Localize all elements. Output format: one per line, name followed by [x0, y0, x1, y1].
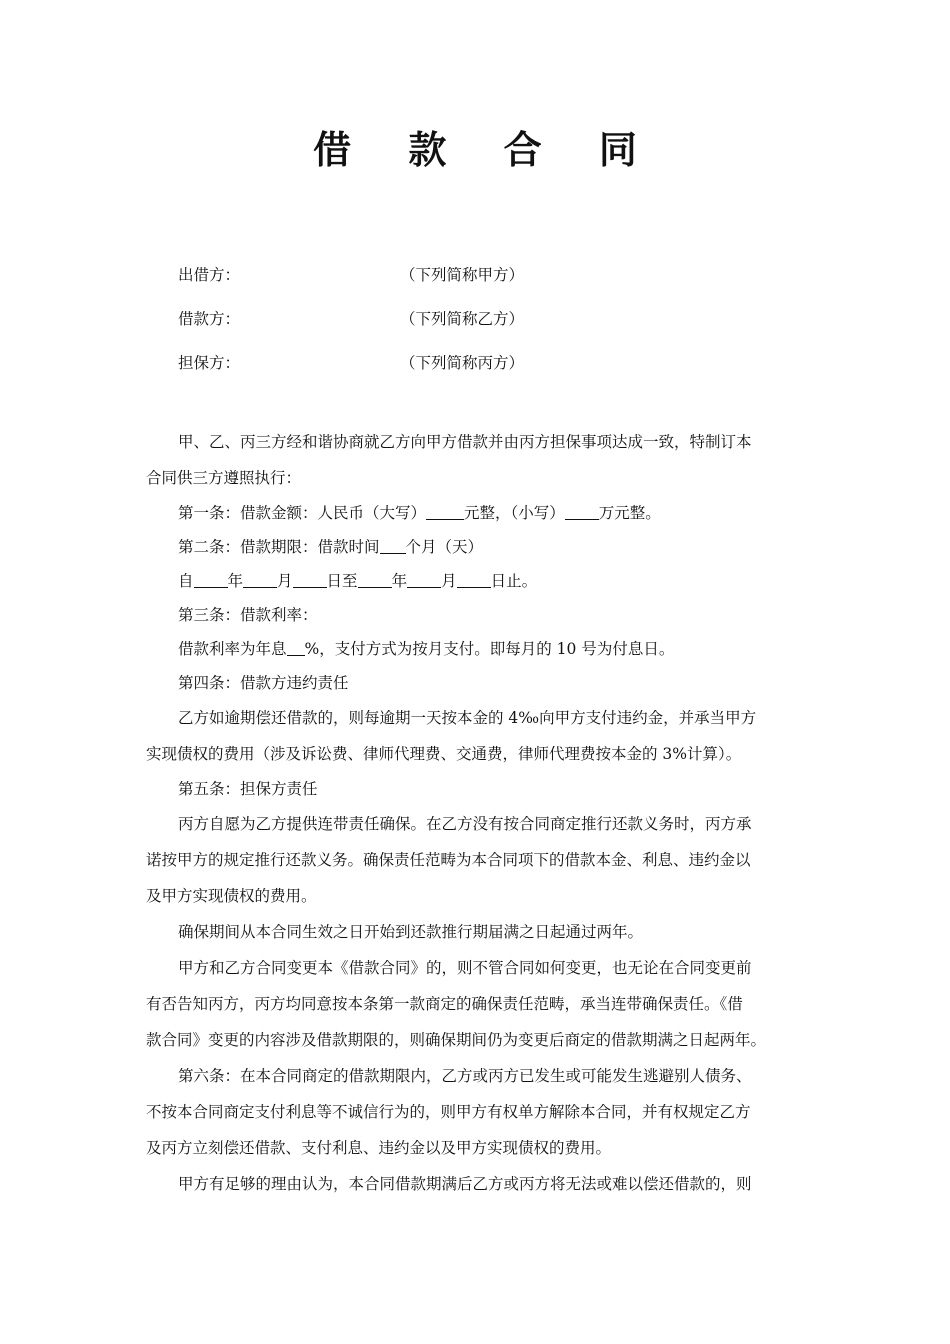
- article-1-mid: 元整，（小写）: [464, 504, 565, 522]
- article-1: [146, 496, 810, 530]
- article-4-heading: 第四条：借款方违约责任: [178, 674, 349, 692]
- party-borrower-label: 借款方：: [178, 310, 241, 328]
- party-lender-note: （下列简称甲方）: [400, 266, 525, 284]
- party-guarantor-note: （下列简称丙方）: [400, 354, 525, 372]
- end-day-blank: [457, 571, 491, 588]
- article-5-line: 有否告知丙方，丙方均同意按本条第一款商定的确保责任范畴，承当连带确保责任。《借: [146, 995, 743, 1013]
- interest-rate-blank: [287, 639, 305, 656]
- article-6-line: 第六条：在本合同商定的借款期限内，乙方或丙方已发生或可能发生逃避别人债务、: [178, 1067, 752, 1085]
- month-label: 月: [277, 572, 293, 590]
- article-3-heading: 第三条：借款利率：: [178, 606, 318, 624]
- article-6-line: 及丙方立刻偿还借款、支付利息、违约金以及甲方实现债权的费用。: [146, 1139, 612, 1157]
- article-5-heading: 第五条：担保方责任: [178, 780, 318, 798]
- start-month-blank: [243, 571, 277, 588]
- party-lender-label: 出借方：: [178, 266, 241, 284]
- article-4-line: 乙方如逾期偿还借款的，则每逾期一天按本金的 4‰向甲方支付违约金，并承当甲方: [178, 709, 757, 727]
- party-borrower-note: （下列简称乙方）: [400, 310, 525, 328]
- article-1-suffix: 万元整。: [598, 504, 661, 522]
- party-borrower: [178, 308, 525, 330]
- article-2-suffix: 个月（天）: [405, 538, 484, 556]
- date-range-line: [146, 564, 810, 598]
- preamble-line: 合同供三方遵照执行：: [146, 469, 302, 487]
- amount-digits-blank: [565, 503, 599, 520]
- amount-words-blank: [426, 503, 464, 520]
- party-guarantor-label: 担保方：: [178, 354, 241, 372]
- preamble-line: 甲、乙、丙三方经和谐协商就乙方向甲方借款并由丙方担保事项达成一致，特制订本: [178, 433, 752, 451]
- day-to-label: 日至: [326, 572, 358, 590]
- article-3-rate: [146, 632, 810, 666]
- article-5-line: 及甲方实现债权的费用。: [146, 887, 317, 905]
- party-guarantor: [178, 352, 525, 374]
- document-title: 借 款 合 同: [313, 128, 659, 172]
- article-5-line: 诺按甲方的规定推行还款义务。确保责任范畴为本合同项下的借款本金、利息、违约金以: [146, 851, 751, 869]
- article-3-suffix: %，支付方式为按月支付。即每月的 10 号为付息日。: [304, 640, 675, 658]
- article-1-prefix: 第一条：借款金额：人民币（大写）: [178, 504, 427, 522]
- end-year-blank: [358, 571, 392, 588]
- article-4-line: 实现债权的费用（涉及诉讼费、律师代理费、交通费，律师代理费按本金的 3%计算）。: [146, 745, 742, 763]
- term-blank: [380, 537, 406, 554]
- day-end-label: 日止。: [490, 572, 538, 590]
- start-day-blank: [293, 571, 327, 588]
- year-label: 年: [391, 572, 408, 590]
- article-5-line: 款合同》变更的内容涉及借款期限的，则确保期间仍为变更后商定的借款期满之日起两年。: [146, 1031, 767, 1049]
- end-month-blank: [407, 571, 441, 588]
- year-label: 年: [227, 572, 244, 590]
- article-5-line: 确保期间从本合同生效之日开始到还款推行期届满之日起通过两年。: [178, 923, 644, 941]
- article-6-line: 不按本合同商定支付利息等不诚信行为的，则甲方有权单方解除本合同，并有权规定乙方: [146, 1103, 751, 1121]
- month-label: 月: [441, 572, 457, 590]
- article-2-prefix: 第二条：借款期限：借款时间: [178, 538, 380, 556]
- contract-body: [146, 424, 810, 1202]
- start-year-blank: [194, 571, 228, 588]
- article-2: [146, 530, 810, 564]
- final-paragraph-line: 甲方有足够的理由认为，本合同借款期满后乙方或丙方将无法或难以偿还借款的，则: [178, 1175, 752, 1193]
- article-3-prefix: 借款利率为年息: [178, 640, 287, 658]
- date-from-label: 自: [178, 572, 194, 590]
- article-5-line: 甲方和乙方合同变更本《借款合同》的，则不管合同如何变更，也无论在合同变更前: [178, 959, 752, 977]
- article-5-line: 丙方自愿为乙方提供连带责任确保。在乙方没有按合同商定推行还款义务时，丙方承: [178, 815, 752, 833]
- party-lender: [178, 264, 525, 286]
